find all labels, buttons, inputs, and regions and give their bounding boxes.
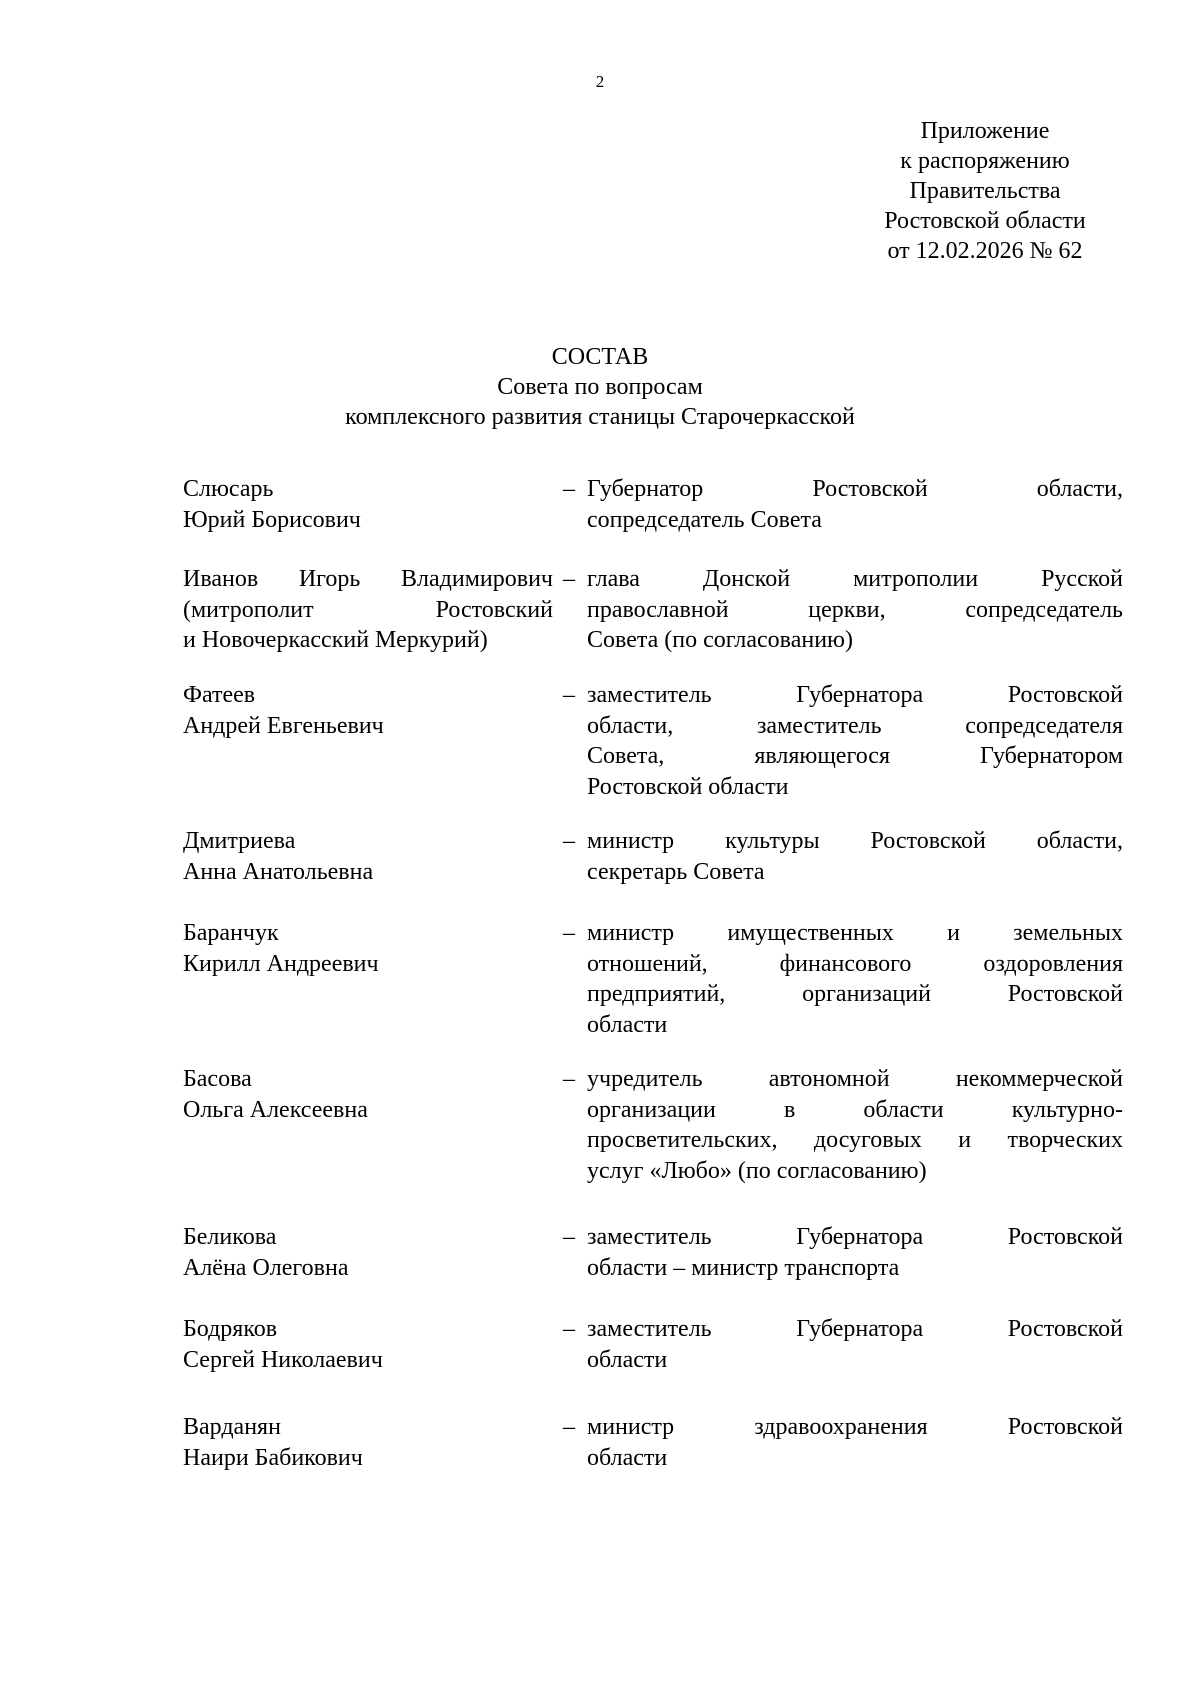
member-role-line: просветительских, досуговых и творческих [587,1127,1123,1153]
title-line: комплексного развития станицы Старочеркасской [345,404,855,430]
member-name [183,1064,553,1125]
appendix-line: к распоряжению [900,148,1070,174]
member-role-line: заместитель Губернатора Ростовской [587,1316,1123,1342]
member-role-line: министр культуры Ростовской области, [587,828,1123,854]
member-role-line: Совета, являющегося Губернатором [587,743,1123,769]
member-role [587,1222,1123,1283]
member-name [183,1412,553,1473]
member-role-line: Ростовской области [587,773,789,800]
member-role-line: глава Донской митрополии Русской [587,566,1123,592]
member-entry [183,1314,1138,1412]
member-role-line: области – министр транспорта [587,1254,900,1281]
member-role-line: учредитель автономной некоммерческой [587,1066,1123,1092]
member-name-line: Слюсарь [183,476,274,502]
member-entry [183,918,1138,1064]
title-line: Совета по вопросам [497,374,703,400]
members-list [183,474,1138,1474]
document-title [0,342,1200,432]
appendix-line: Правительства [909,178,1061,204]
member-role-line: Губернатор Ростовской области, [587,476,1123,502]
member-name-line: Кирилл Андреевич [183,950,379,977]
member-entry [183,1064,1138,1222]
member-role-line: православной церкви, сопредседатель [587,596,1123,623]
member-dash: – [563,1224,575,1250]
member-role [587,1064,1123,1186]
member-entry [183,564,1138,680]
member-role-line: Совета (по согласованию) [587,627,853,653]
appendix-line: от 12.02.2026 № 62 [887,238,1083,264]
member-entry [183,1222,1138,1314]
member-role-line: области, заместитель сопредседателя [587,712,1123,739]
member-role-line: министр здравоохранения Ростовской [587,1414,1123,1440]
member-role [587,680,1123,802]
member-name [183,474,553,535]
member-name-line: Дмитриева [183,828,296,854]
member-role-line: заместитель Губернатора Ростовской [587,1224,1123,1250]
member-role-line: отношений, финансового оздоровления [587,950,1123,977]
member-dash: – [563,476,575,502]
member-name-line: Алёна Олеговна [183,1254,349,1281]
member-name-line: Ольга Алексеевна [183,1096,368,1123]
member-dash: – [563,1414,575,1440]
member-name-line: Сергей Николаевич [183,1346,383,1373]
member-name-line: Бодряков [183,1316,278,1342]
member-dash: – [563,566,575,592]
member-role-line: организации в области культурно- [587,1096,1123,1123]
member-dash: – [563,1316,575,1342]
member-name [183,918,553,979]
member-role [587,918,1123,1040]
member-name-line: Варданян [183,1414,281,1440]
member-name-line: Беликова [183,1224,277,1250]
member-role [587,826,1123,887]
member-name-line: Иванов Игорь Владимирович [183,566,553,592]
member-dash: – [563,682,575,708]
member-role-line: услуг «Любо» (по согласованию) [587,1157,927,1184]
member-name-line: (митрополит Ростовский [183,596,553,623]
member-name [183,564,553,656]
member-name-line: Баранчук [183,920,279,946]
member-role-line: заместитель Губернатора Ростовской [587,682,1123,708]
appendix-line: Ростовской области [884,208,1086,234]
member-dash: – [563,920,575,946]
member-entry [183,826,1138,918]
member-name-line: Андрей Евгеньевич [183,712,384,739]
member-role-line: области [587,1444,668,1471]
title-heading: СОСТАВ [551,344,649,370]
member-name [183,680,553,741]
member-role-line: министр имущественных и земельных [587,920,1123,946]
member-name-line: и Новочеркасский Меркурий) [183,627,488,653]
member-entry [183,680,1138,826]
member-role-line: области [587,1011,668,1038]
member-role-line: секретарь Совета [587,858,765,885]
member-name-line: Басова [183,1066,252,1092]
member-name-line: Фатеев [183,682,256,708]
member-dash: – [563,828,575,854]
member-dash: – [563,1066,575,1092]
member-entry [183,1412,1138,1474]
member-name-line: Юрий Борисович [183,506,361,533]
appendix-line: Приложение [920,118,1050,144]
member-role-line: сопредседатель Совета [587,506,822,533]
member-role [587,564,1123,656]
member-role [587,1314,1123,1375]
page-number: 2 [595,72,605,91]
member-name [183,1222,553,1283]
member-role-line: области [587,1346,668,1373]
member-name [183,1314,553,1375]
appendix-block [790,116,1180,266]
member-name-line: Наири Бабикович [183,1444,363,1471]
member-role [587,1412,1123,1473]
member-entry [183,474,1138,564]
member-name-line: Анна Анатольевна [183,858,374,885]
member-name [183,826,553,887]
member-role-line: предприятий, организаций Ростовской [587,981,1123,1007]
member-role [587,474,1123,535]
